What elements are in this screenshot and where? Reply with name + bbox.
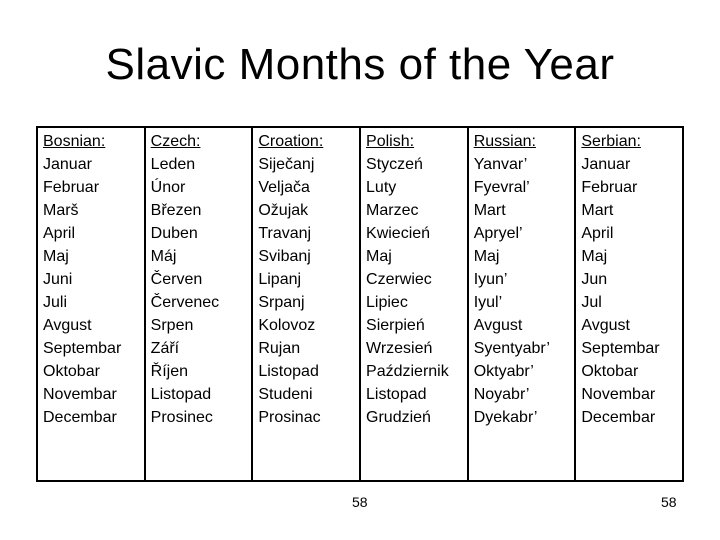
month-cell: Październik bbox=[366, 363, 449, 380]
month-cell: Prosinac bbox=[258, 409, 321, 426]
month-cell: Marzec bbox=[366, 202, 419, 219]
month-cell: Styczeń bbox=[366, 156, 423, 173]
month-cell: Mart bbox=[581, 202, 614, 219]
month-cell: Srpanj bbox=[258, 294, 305, 311]
month-cell: Maj bbox=[581, 248, 608, 265]
slide-title: Slavic Months of the Year bbox=[105, 40, 615, 89]
month-cell: Wrzesień bbox=[366, 340, 433, 357]
month-cell: Yanvar’ bbox=[473, 156, 528, 173]
month-cell: Juli bbox=[43, 294, 68, 311]
month-cell: Listopad bbox=[258, 363, 319, 380]
page-number-center: 58 bbox=[352, 494, 368, 510]
month-cell: Kolovoz bbox=[258, 317, 316, 334]
month-cell: Februar bbox=[581, 179, 638, 196]
month-cell: Veljača bbox=[258, 179, 310, 196]
month-cell: Fyevral’ bbox=[473, 179, 530, 196]
month-cell: Oktobar bbox=[581, 363, 639, 380]
month-cell: Prosinec bbox=[150, 409, 213, 426]
month-cell: Červen bbox=[150, 271, 203, 288]
month-cell: Listopad bbox=[366, 386, 427, 403]
month-cell: Leden bbox=[150, 156, 196, 173]
month-cell: Avgust bbox=[43, 317, 92, 334]
month-cell: Lipiec bbox=[366, 294, 408, 311]
month-cell: Januar bbox=[43, 156, 92, 173]
month-cell: Kwiecień bbox=[366, 225, 431, 242]
month-cell: Siječanj bbox=[258, 156, 315, 173]
month-cell: Svibanj bbox=[258, 248, 311, 265]
month-cell: Luty bbox=[366, 179, 397, 196]
month-cell: Březen bbox=[150, 202, 202, 219]
month-cell: Avgust bbox=[473, 317, 523, 334]
column-polish bbox=[361, 128, 469, 480]
month-cell: April bbox=[581, 225, 614, 242]
month-cell: Duben bbox=[150, 225, 198, 242]
month-cell: Maj bbox=[366, 248, 392, 265]
month-cell: Iyun’ bbox=[473, 271, 508, 288]
month-cell: Říjen bbox=[150, 363, 189, 380]
month-cell: Noyabr’ bbox=[473, 386, 530, 403]
month-cell: Studeni bbox=[258, 386, 313, 403]
month-cell: Oktyabr’ bbox=[473, 363, 534, 380]
month-cell: Jul bbox=[581, 294, 602, 311]
month-cell: Marš bbox=[43, 202, 79, 219]
column-croation bbox=[253, 128, 361, 480]
month-cell: Červenec bbox=[150, 294, 220, 311]
month-cell: Novembar bbox=[581, 386, 656, 403]
column-header: Bosnian: bbox=[43, 133, 106, 150]
month-cell: Jun bbox=[581, 271, 608, 288]
month-cell: Sierpień bbox=[366, 317, 425, 334]
month-cell: Dyekabr’ bbox=[473, 409, 538, 426]
month-cell: Septembar bbox=[581, 340, 660, 357]
month-cell: Novembar bbox=[43, 386, 117, 403]
month-cell: Rujan bbox=[258, 340, 301, 357]
month-cell: Syentyabr’ bbox=[473, 340, 550, 357]
month-cell: Oktobar bbox=[43, 363, 100, 380]
month-cell: Maj bbox=[43, 248, 69, 265]
month-cell: Decembar bbox=[581, 409, 656, 426]
month-cell: Srpen bbox=[150, 317, 194, 334]
page-number-right: 58 bbox=[661, 494, 677, 510]
month-cell: Ožujak bbox=[258, 202, 309, 219]
month-cell: Septembar bbox=[43, 340, 122, 357]
month-cell: Maj bbox=[473, 248, 500, 265]
months-table bbox=[36, 126, 684, 482]
month-cell: Czerwiec bbox=[366, 271, 432, 288]
month-cell: Únor bbox=[150, 179, 186, 196]
column-header: Croation: bbox=[258, 133, 324, 150]
month-cell: Lipanj bbox=[258, 271, 302, 288]
column-header: Polish: bbox=[366, 133, 415, 150]
month-cell: Mart bbox=[473, 202, 506, 219]
month-cell: Juni bbox=[43, 271, 73, 288]
month-cell: Listopad bbox=[150, 386, 212, 403]
column-bosnian bbox=[38, 128, 146, 480]
month-cell: Apryel’ bbox=[473, 225, 523, 242]
column-header: Russian: bbox=[473, 133, 536, 150]
column-header: Serbian: bbox=[581, 133, 641, 150]
month-cell: Januar bbox=[581, 156, 631, 173]
month-cell: Februar bbox=[43, 179, 100, 196]
month-cell: Máj bbox=[150, 248, 177, 265]
month-cell: Avgust bbox=[581, 317, 630, 334]
month-cell: Září bbox=[150, 340, 180, 357]
column-russian bbox=[469, 128, 577, 480]
month-cell: Travanj bbox=[258, 225, 312, 242]
month-cell: Iyul’ bbox=[473, 294, 503, 311]
column-czech bbox=[146, 128, 254, 480]
column-serbian bbox=[576, 128, 682, 480]
month-cell: April bbox=[43, 225, 76, 242]
column-header: Czech: bbox=[150, 133, 201, 150]
month-cell: Decembar bbox=[43, 409, 117, 426]
month-cell: Grudzień bbox=[366, 409, 431, 426]
